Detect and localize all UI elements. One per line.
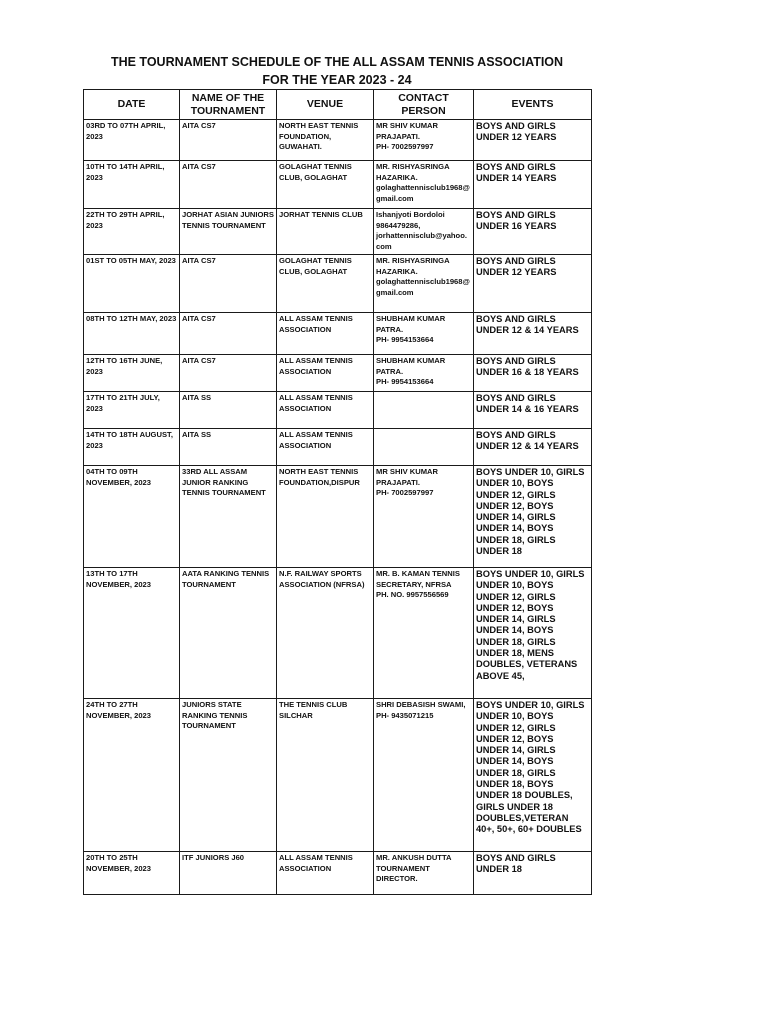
cell-events-text: BOYS AND GIRLS UNDER 14 & 16 YEARS — [476, 393, 579, 415]
cell-date — [84, 209, 180, 255]
cell-contact-person-text: Ishanjyoti Bordoloi 9864479286, jorhattennisclub@yahoo.com — [376, 210, 467, 251]
cell-tournament-name-text: JUNIORS STATE RANKING TENNIS TOURNAMENT — [182, 700, 248, 730]
cell-events-text: BOYS UNDER 10, GIRLS UNDER 10, BOYS UNDER 12, GIRLS UNDER 12, BOYS UNDER 14, GIRLS UNDER 14, BOYS UNDER 18, GIRLS UNDER 18, BOYS UNDER 18 DOUBLES, GIRLS UNDER 18 DOUBLES,VETERAN 40+, 50+, 60+ DOUBLES — [476, 700, 585, 835]
cell-tournament-name — [180, 209, 277, 255]
cell-events — [474, 313, 592, 355]
cell-tournament-name — [180, 355, 277, 392]
cell-tournament-name — [180, 161, 277, 209]
cell-venue — [277, 120, 374, 161]
cell-date — [84, 568, 180, 699]
table-row — [84, 313, 592, 355]
cell-contact-person-text: MR SHIV KUMAR PRAJAPATI. PH- 7002597997 — [376, 467, 439, 497]
cell-venue-text: GOLAGHAT TENNIS CLUB, GOLAGHAT — [279, 162, 352, 182]
cell-tournament-name — [180, 852, 277, 895]
cell-venue-text: ALL ASSAM TENNIS ASSOCIATION — [279, 314, 353, 334]
table-row — [84, 699, 592, 852]
cell-venue-text: ALL ASSAM TENNIS ASSOCIATION — [279, 430, 353, 450]
cell-tournament-name-text: AITA CS7 — [182, 162, 216, 171]
cell-date — [84, 466, 180, 568]
cell-events-text: BOYS AND GIRLS UNDER 12 & 14 YEARS — [476, 314, 579, 336]
table-row — [84, 568, 592, 699]
document-title: THE TOURNAMENT SCHEDULE OF THE ALL ASSAM TENNIS ASSOCIATION — [110, 55, 564, 69]
cell-tournament-name-text: AITA CS7 — [182, 356, 216, 365]
cell-date-text: 04TH TO 09TH NOVEMBER, 2023 — [86, 467, 151, 487]
cell-events — [474, 699, 592, 852]
table-row — [84, 255, 592, 313]
cell-venue — [277, 568, 374, 699]
cell-contact-person-text: SHRI DEBASISH SWAMI, PH- 9435071215 — [376, 700, 466, 720]
cell-venue — [277, 429, 374, 466]
cell-tournament-name-text: AITA SS — [182, 430, 212, 439]
cell-contact-person-text: SHUBHAM KUMAR PATRA. PH- 9954153664 — [376, 356, 446, 386]
cell-contact-person — [374, 466, 474, 568]
cell-tournament-name-text: AATA RANKING TENNIS TOURNAMENT — [182, 569, 270, 589]
schedule-table — [83, 89, 592, 895]
cell-events — [474, 568, 592, 699]
cell-events — [474, 120, 592, 161]
cell-date — [84, 161, 180, 209]
cell-venue-text: ALL ASSAM TENNIS ASSOCIATION — [279, 356, 353, 376]
cell-events-text: BOYS AND GIRLS UNDER 16 & 18 YEARS — [476, 356, 579, 378]
table-row — [84, 355, 592, 392]
cell-tournament-name-text: JORHAT ASIAN JUNIORS TENNIS TOURNAMENT — [182, 210, 274, 230]
cell-venue-text: NORTH EAST TENNIS FOUNDATION, GUWAHATI. — [279, 121, 359, 151]
cell-contact-person — [374, 209, 474, 255]
cell-contact-person-text: MR. ANKUSH DUTTA TOURNAMENT DIRECTOR. — [376, 853, 452, 883]
cell-events — [474, 255, 592, 313]
cell-date-text: 03RD TO 07TH APRIL, 2023 — [86, 121, 166, 141]
cell-venue — [277, 313, 374, 355]
cell-tournament-name — [180, 120, 277, 161]
cell-tournament-name — [180, 466, 277, 568]
cell-contact-person — [374, 852, 474, 895]
cell-contact-person-text: MR. B. KAMAN TENNIS SECRETARY, NFRSA PH. NO. 9957556569 — [376, 569, 460, 599]
cell-contact-person — [374, 568, 474, 699]
cell-venue — [277, 161, 374, 209]
cell-events — [474, 355, 592, 392]
cell-venue — [277, 852, 374, 895]
header-events: EVENTS — [474, 90, 592, 120]
cell-events-text: BOYS AND GIRLS UNDER 12 & 14 YEARS — [476, 430, 579, 452]
cell-contact-person — [374, 699, 474, 852]
table-row — [84, 466, 592, 568]
cell-venue — [277, 255, 374, 313]
cell-contact-person-text: SHUBHAM KUMAR PATRA. PH- 9954153664 — [376, 314, 446, 344]
cell-tournament-name-text: AITA CS7 — [182, 121, 216, 130]
cell-date-text: 08TH TO 12TH MAY, 2023 — [86, 314, 177, 323]
cell-date — [84, 255, 180, 313]
cell-date — [84, 699, 180, 852]
cell-tournament-name-text: ITF JUNIORS J60 — [182, 853, 245, 862]
cell-tournament-name — [180, 699, 277, 852]
table-row — [84, 209, 592, 255]
cell-date — [84, 392, 180, 429]
cell-venue-text: THE TENNIS CLUB SILCHAR — [279, 700, 348, 720]
cell-tournament-name — [180, 392, 277, 429]
cell-date-text: 12TH TO 16TH JUNE, 2023 — [86, 356, 163, 376]
cell-events — [474, 161, 592, 209]
cell-date — [84, 429, 180, 466]
cell-events-text: BOYS UNDER 10, GIRLS UNDER 10, BOYS UNDER 12, GIRLS UNDER 12, BOYS UNDER 14, GIRLS UNDER 14, BOYS UNDER 18, GIRLS UNDER 18 — [476, 467, 585, 557]
cell-venue — [277, 699, 374, 852]
cell-date-text: 20TH TO 25TH NOVEMBER, 2023 — [86, 853, 151, 873]
cell-contact-person-text: MR SHIV KUMAR PRAJAPATI. PH- 7002597997 — [376, 121, 439, 151]
cell-contact-person — [374, 313, 474, 355]
cell-tournament-name-text: AITA SS — [182, 393, 212, 402]
cell-events-text: BOYS UNDER 10, GIRLS UNDER 10, BOYS UNDER 12, GIRLS UNDER 12, BOYS UNDER 14, GIRLS UNDER 14, BOYS UNDER 18, GIRLS UNDER 18, MENS DOUBLES, VETERANS ABOVE 45, — [476, 569, 585, 681]
cell-venue — [277, 392, 374, 429]
cell-tournament-name-text: 33RD ALL ASSAM JUNIOR RANKING TENNIS TOURNAMENT — [182, 467, 266, 497]
cell-contact-person — [374, 161, 474, 209]
cell-contact-person — [374, 429, 474, 466]
cell-events — [474, 466, 592, 568]
cell-venue-text: N.F. RAILWAY SPORTS ASSOCIATION (NFRSA) — [279, 569, 365, 589]
cell-date — [84, 120, 180, 161]
cell-contact-person-text: MR. RISHYASRINGA HAZARIKA. golaghattennisclub1968@gmail.com — [376, 256, 470, 297]
cell-events — [474, 429, 592, 466]
document-subtitle: FOR THE YEAR 2023 - 24 — [262, 73, 412, 87]
cell-contact-person — [374, 392, 474, 429]
cell-venue-text: ALL ASSAM TENNIS ASSOCIATION — [279, 853, 353, 873]
cell-events-text: BOYS AND GIRLS UNDER 16 YEARS — [476, 210, 557, 232]
cell-contact-person-text: MR. RISHYASRINGA HAZARIKA. golaghattennisclub1968@gmail.com — [376, 162, 470, 203]
header-venue: VENUE — [277, 90, 374, 120]
cell-contact-person — [374, 255, 474, 313]
cell-events-text: BOYS AND GIRLS UNDER 18 — [476, 853, 556, 875]
table-row — [84, 852, 592, 895]
cell-date — [84, 355, 180, 392]
cell-tournament-name-text: AITA CS7 — [182, 314, 216, 323]
cell-tournament-name-text: AITA CS7 — [182, 256, 216, 265]
cell-tournament-name — [180, 313, 277, 355]
cell-tournament-name — [180, 429, 277, 466]
cell-tournament-name — [180, 255, 277, 313]
cell-events-text: BOYS AND GIRLS UNDER 14 YEARS — [476, 162, 557, 184]
cell-venue — [277, 355, 374, 392]
cell-date-text: 14TH TO 18TH AUGUST, 2023 — [86, 430, 173, 450]
cell-venue — [277, 209, 374, 255]
cell-venue — [277, 466, 374, 568]
header-tournament-name: NAME OF THE TOURNAMENT — [180, 90, 277, 120]
cell-contact-person — [374, 120, 474, 161]
cell-tournament-name — [180, 568, 277, 699]
cell-events-text: BOYS AND GIRLS UNDER 12 YEARS — [476, 121, 557, 143]
cell-date — [84, 852, 180, 895]
header-contact-person: CONTACT PERSON — [374, 90, 474, 120]
cell-date-text: 24TH TO 27TH NOVEMBER, 2023 — [86, 700, 151, 720]
cell-contact-person — [374, 355, 474, 392]
cell-events — [474, 852, 592, 895]
cell-date-text: 01ST TO 05TH MAY, 2023 — [86, 256, 176, 265]
cell-events-text: BOYS AND GIRLS UNDER 12 YEARS — [476, 256, 557, 278]
cell-date — [84, 313, 180, 355]
table-row — [84, 120, 592, 161]
cell-date-text: 13TH TO 17TH NOVEMBER, 2023 — [86, 569, 151, 589]
cell-date-text: 10TH TO 14TH APRIL, 2023 — [86, 162, 165, 182]
cell-date-text: 22TH TO 29TH APRIL, 2023 — [86, 210, 165, 230]
cell-events — [474, 209, 592, 255]
cell-venue-text: NORTH EAST TENNIS FOUNDATION,DISPUR — [279, 467, 360, 487]
cell-venue-text: GOLAGHAT TENNIS CLUB, GOLAGHAT — [279, 256, 352, 276]
table-header-row — [84, 90, 592, 120]
schedule-table-body — [84, 120, 592, 895]
cell-date-text: 17TH TO 21TH JULY, 2023 — [86, 393, 160, 413]
table-row — [84, 392, 592, 429]
cell-venue-text: ALL ASSAM TENNIS ASSOCIATION — [279, 393, 353, 413]
table-row — [84, 429, 592, 466]
header-date: DATE — [84, 90, 180, 120]
cell-venue-text: JORHAT TENNIS CLUB — [279, 210, 363, 219]
cell-events — [474, 392, 592, 429]
table-row — [84, 161, 592, 209]
